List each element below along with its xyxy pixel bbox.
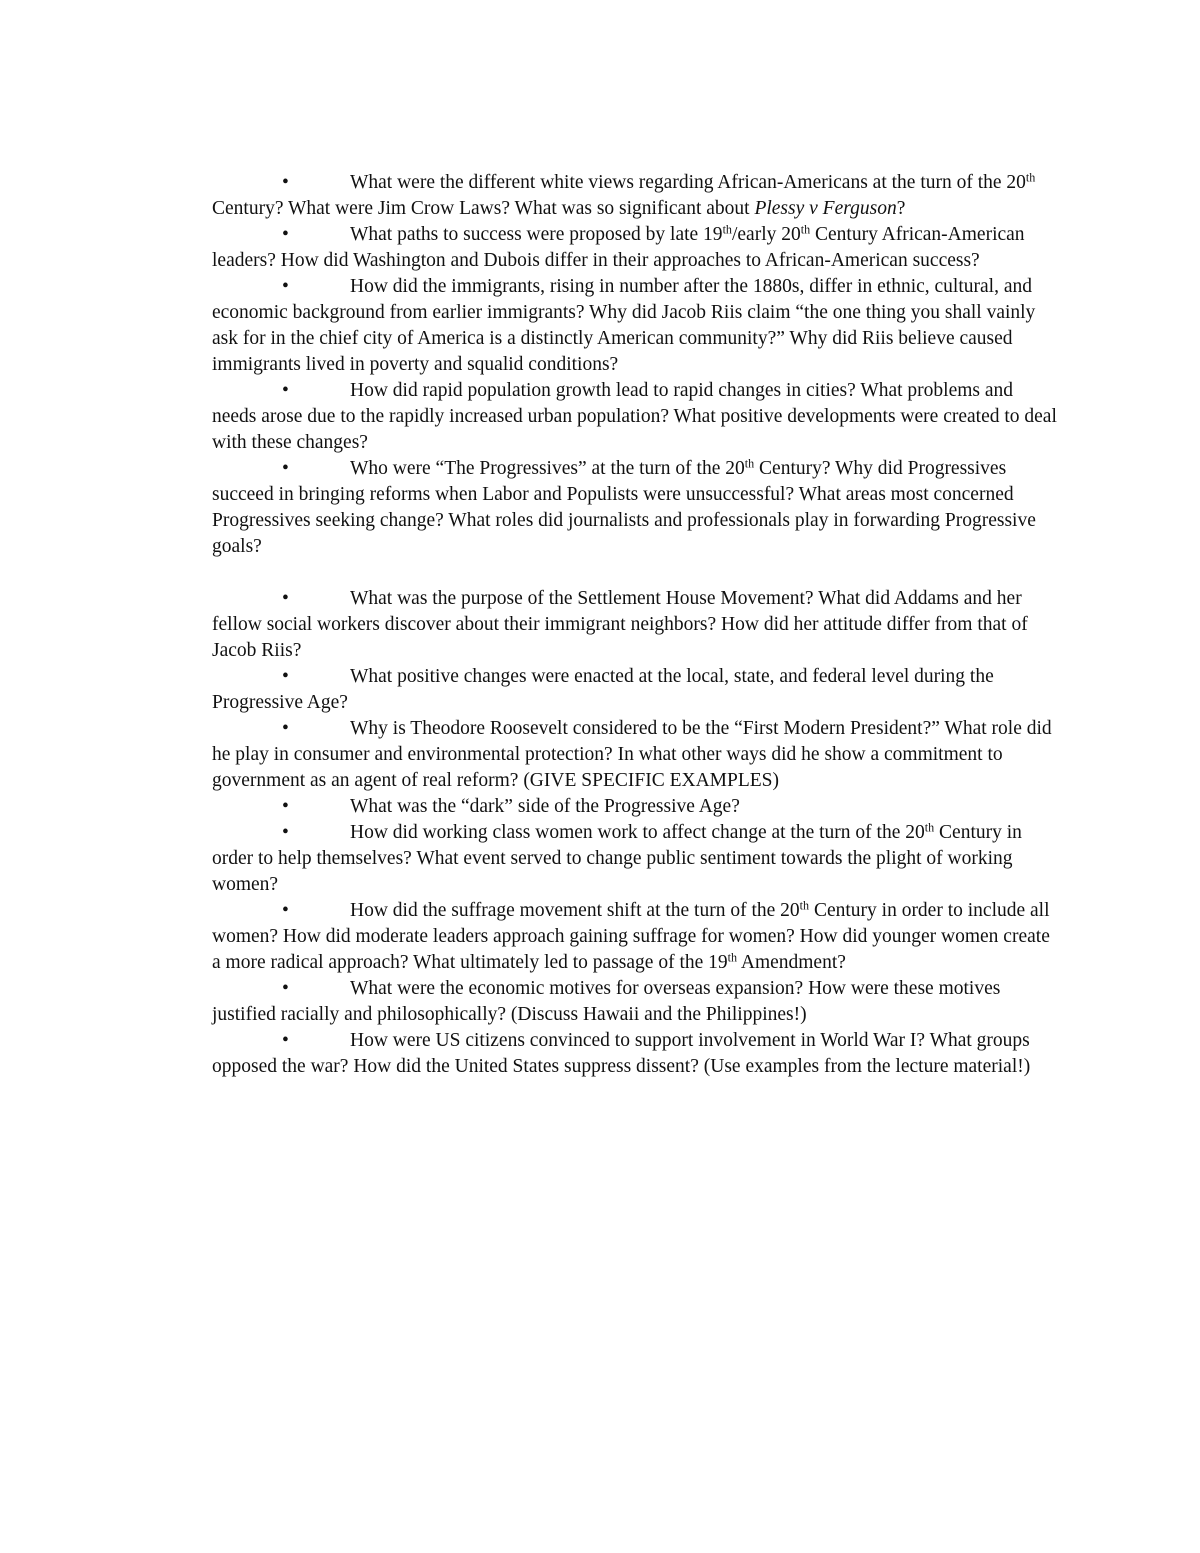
bullet-icon: • <box>282 900 289 921</box>
bullet-icon: • <box>282 1030 289 1051</box>
question-text: What paths to success were proposed by late 19 <box>350 224 723 245</box>
question-item <box>212 794 1062 820</box>
question-item <box>212 274 1062 378</box>
bullet-icon: • <box>282 588 289 609</box>
bullet-icon: • <box>282 172 289 193</box>
blank-line <box>212 560 1062 586</box>
ordinal-superscript: th <box>727 950 738 965</box>
case-title: Plessy v Ferguson <box>754 198 897 219</box>
bullet-icon: • <box>282 458 289 479</box>
question-text: What was the purpose of the Settlement House Movement? What did Addams and her fellow social workers discover about their immigrant neighbors? How did her attitude differ from that of Jacob Riis? <box>212 588 1028 661</box>
question-text: How were US citizens convinced to support involvement in World War I? What groups opposed the war? How did the United States suppress dissent? (Use examples from the lecture material!) <box>212 1030 1031 1077</box>
question-item <box>212 976 1062 1028</box>
question-item <box>212 1028 1062 1080</box>
question-text: What positive changes were enacted at the local, state, and federal level during the Progressive Age? <box>212 666 994 713</box>
question-item <box>212 456 1062 560</box>
question-text: Why is Theodore Roosevelt considered to be the “First Modern President?” What role did he play in consumer and environmental protection? In what other ways did he show a commitment to government as an agent of real reform? (GIVE SPECIFIC EXAMPLES) <box>212 718 1052 791</box>
ordinal-superscript: th <box>924 820 935 835</box>
question-item <box>212 716 1062 794</box>
question-text: What was the “dark” side of the Progressive Age? <box>350 796 740 817</box>
question-item <box>212 170 1062 222</box>
question-item <box>212 898 1062 976</box>
question-text: /early 20 <box>731 224 801 245</box>
question-text: ? <box>896 198 906 219</box>
question-text: How did the immigrants, rising in number after the 1880s, differ in ethnic, cultural, and economic background from earlier immigrants? Why did Jacob Riis claim “the one thing you shall vainly ask for in the chief city of America is a distinctly American community?” Why did Riis believe caused immigrants lived in poverty and squalid conditions? <box>212 276 1036 375</box>
document-page <box>212 170 1062 1080</box>
question-text: Century in order to include all women? How did moderate leaders approach gaining suffrage for women? How did younger women create a more radical approach? What ultimately led to passage of the 19 <box>212 900 1050 973</box>
ordinal-superscript: th <box>800 222 811 237</box>
question-item <box>212 378 1062 456</box>
bullet-icon: • <box>282 822 289 843</box>
question-text: What were the different white views regarding African-Americans at the turn of the 20 <box>350 172 1026 193</box>
bullet-icon: • <box>282 276 289 297</box>
ordinal-superscript: th <box>1025 170 1036 185</box>
question-text: Century in order to help themselves? What event served to change public sentiment towards the plight of working women? <box>212 822 1022 895</box>
bullet-icon: • <box>282 796 289 817</box>
bullet-icon: • <box>282 224 289 245</box>
question-item <box>212 664 1062 716</box>
bullet-icon: • <box>282 380 289 401</box>
bullet-icon: • <box>282 718 289 739</box>
question-list <box>212 170 1062 1080</box>
question-text: Century? What were Jim Crow Laws? What was so significant about <box>212 198 755 219</box>
bullet-icon: • <box>282 666 289 687</box>
ordinal-superscript: th <box>744 456 755 471</box>
question-text: Century African-American leaders? How did Washington and Dubois differ in their approaches to African-American success? <box>212 224 1025 271</box>
ordinal-superscript: th <box>799 898 810 913</box>
question-text: Amendment? <box>737 952 846 973</box>
question-text: How did working class women work to affect change at the turn of the 20 <box>350 822 925 843</box>
question-text: How did the suffrage movement shift at the turn of the 20 <box>350 900 800 921</box>
ordinal-superscript: th <box>722 222 732 237</box>
question-text: Who were “The Progressives” at the turn of the 20 <box>350 458 745 479</box>
question-item <box>212 820 1062 898</box>
question-item <box>212 586 1062 664</box>
question-text: How did rapid population growth lead to rapid changes in cities? What problems and needs arose due to the rapidly increased urban population? What positive developments were created to deal with these changes? <box>212 380 1057 453</box>
question-text: Century? Why did Progressives succeed in bringing reforms when Labor and Populists were unsuccessful? What areas most concerned Progressives seeking change? What roles did journalists and professionals play in forwarding Progressive goals? <box>212 458 1036 557</box>
question-text: What were the economic motives for overseas expansion? How were these motives justified racially and philosophically? (Discuss Hawaii and the Philippines!) <box>212 978 1001 1025</box>
question-item <box>212 222 1062 274</box>
bullet-icon: • <box>282 978 289 999</box>
